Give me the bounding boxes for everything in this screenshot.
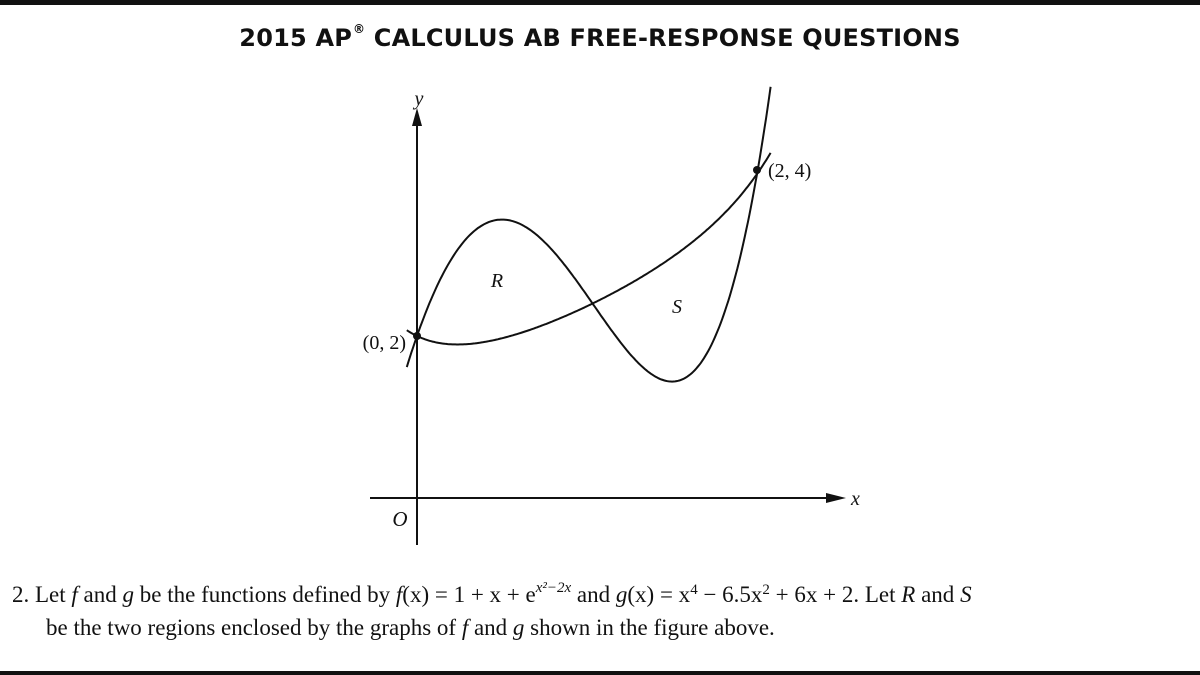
text-and: and — [83, 582, 117, 607]
symbol-g: g — [122, 582, 135, 607]
curve-g — [407, 87, 771, 382]
g-def-body-2: − 6.5x — [697, 582, 763, 607]
g-def-exp-2: 2 — [762, 582, 770, 598]
region-r-label: R — [490, 270, 504, 292]
registered-mark: ® — [353, 22, 366, 36]
curve-f — [407, 153, 771, 345]
text-defined-by: be the functions defined by — [139, 582, 391, 607]
f-definition — [396, 582, 571, 607]
g-def-exp-1: 4 — [690, 582, 698, 598]
symbol-s: S — [960, 582, 972, 607]
problem-line-2 — [12, 611, 1192, 644]
f-def-body: (x) = 1 + x + e — [402, 582, 536, 607]
g-def-body-1: (x) = x — [627, 582, 691, 607]
title-left: 2015 AP — [239, 24, 353, 52]
symbol-f-2: f — [461, 615, 469, 640]
problem-statement — [12, 578, 1192, 644]
text-and-2: and — [576, 582, 611, 607]
origin-label: O — [392, 507, 408, 531]
bottom-rule — [0, 671, 1200, 675]
text-and-4: and — [473, 615, 508, 640]
x-axis-label: x — [851, 488, 860, 510]
f-def-name: f — [395, 582, 403, 607]
text-shown: shown in the figure above. — [530, 615, 775, 640]
symbol-g-2: g — [512, 615, 525, 640]
g-definition — [616, 582, 859, 607]
point-0-2-label: (0, 2) — [362, 332, 406, 354]
y-axis-label: y — [414, 88, 424, 110]
symbol-r: R — [901, 582, 916, 607]
point-2-4 — [753, 166, 761, 174]
region-s-label: S — [672, 296, 682, 318]
text-and-3: and — [921, 582, 955, 607]
x-axis-arrow — [826, 493, 846, 503]
y-axis-arrow — [412, 108, 422, 126]
title-right: CALCULUS AB FREE-RESPONSE QUESTIONS — [365, 24, 961, 52]
text-regions: be the two regions enclosed by the graphs of — [46, 615, 457, 640]
problem-number: 2. — [12, 582, 30, 607]
symbol-f: f — [71, 582, 78, 607]
point-0-2 — [413, 332, 421, 340]
point-2-4-label: (2, 4) — [768, 160, 812, 182]
g-def-body-3: + 6x + 2. — [769, 582, 860, 607]
f-def-exponent: x²−2x — [535, 580, 572, 596]
g-def-name: g — [615, 582, 628, 607]
text-let: Let — [35, 582, 66, 607]
problem-line-1 — [12, 578, 1192, 611]
text-let-2: Let — [864, 582, 896, 607]
